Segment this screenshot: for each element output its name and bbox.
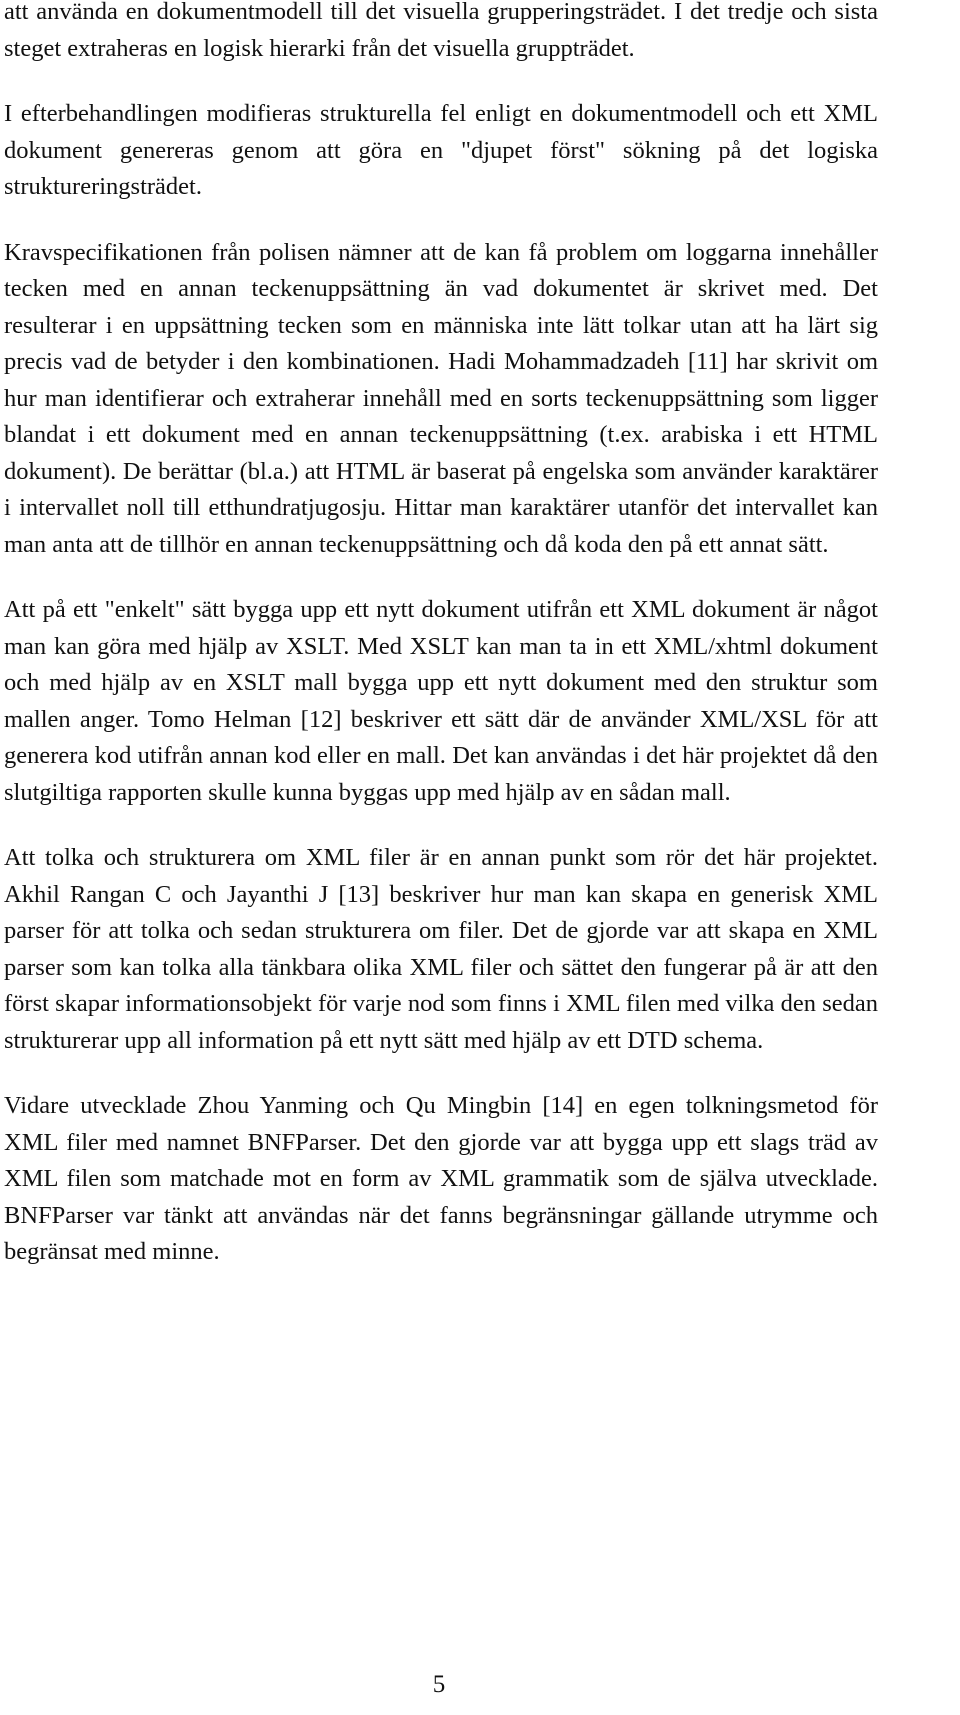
paragraph-5: Att tolka och strukturera om XML filer är en annan punkt som rör det här projektet. Akhil Rangan C och Jayanthi J [13] beskriver hur man kan skapa en generisk XML parser för att tolka och sedan strukturera om filer. Det de gjorde var att skapa en XML parser som kan tolka alla tänkbara olika XML filer och sättet den fungerar på är att den först skapar informationsobjekt för varje nod som finns i XML filen med vilka den sedan strukturerar upp all information på ett nytt sätt med hjälp av ett DTD schema. [4, 844, 878, 1054]
paragraph-4: Att på ett "enkelt" sätt bygga upp ett nytt dokument utifrån ett XML dokument är något man kan göra med hjälp av XSLT. Med XSLT kan man ta in ett XML/xhtml dokument och med hjälp av en XSLT mall bygga upp ett nytt dokument med den struktur som mallen anger. Tomo Helman [12] beskriver ett sätt där de använder XML/XSL för att generera kod utifrån annan kod eller en mall. Det kan användas i det här projektet då den slutgiltiga rapporten skulle kunna byggas upp med hjälp av en sådan mall. [4, 596, 878, 806]
paragraph-6: Vidare utvecklade Zhou Yanming och Qu Mingbin [14] en egen tolkningsmetod för XML filer med namnet BNFParser. Det den gjorde var att bygga upp ett slags träd av XML filen som matchade mot en form av XML grammatik som de själva utvecklade. BNFParser var tänkt att användas när det fanns begränsningar gällande utrymme och begränsat med minne. [4, 1092, 878, 1265]
paragraph-1: att använda en dokumentmodell till det visuella grupperingsträdet. I det tredje och sista steget extraheras en logisk hierarki från det visuella gruppträdet. [4, 0, 878, 62]
paragraph-3: Kravspecifikationen från polisen nämner att de kan få problem om loggarna innehåller tecken med en annan teckenuppsättning än vad dokumentet är skrivet med. Det resulterar i en uppsättning tecken som en människa inte lätt tolkar utan att ha lärt sig precis vad de betyder i den kombinationen. Hadi Mohammadzadeh [11] har skrivit om hur man identifierar och extraherar innehåll med en sorts teckenuppsättning som ligger blandat i ett dokument med en annan teckenuppsättning (t.ex. arabiska i ett HTML dokument). De berättar (bl.a.) att HTML är baserat på engelska som använder karaktärer i intervallet noll till etthundratjugosju. Hittar man karaktärer utanför det intervallet kan man anta att de tillhör en annan teckenuppsättning och då koda den på ett annat sätt. [4, 238, 878, 558]
document-page [4, 0, 878, 1271]
page-number: 5 [432, 1671, 446, 1698]
paragraph-2: I efterbehandlingen modifieras strukturella fel enligt en dokumentmodell och ett XML dokument genereras genom att göra en "djupet först" sökning på det logiska struktureringsträdet. [4, 100, 878, 200]
